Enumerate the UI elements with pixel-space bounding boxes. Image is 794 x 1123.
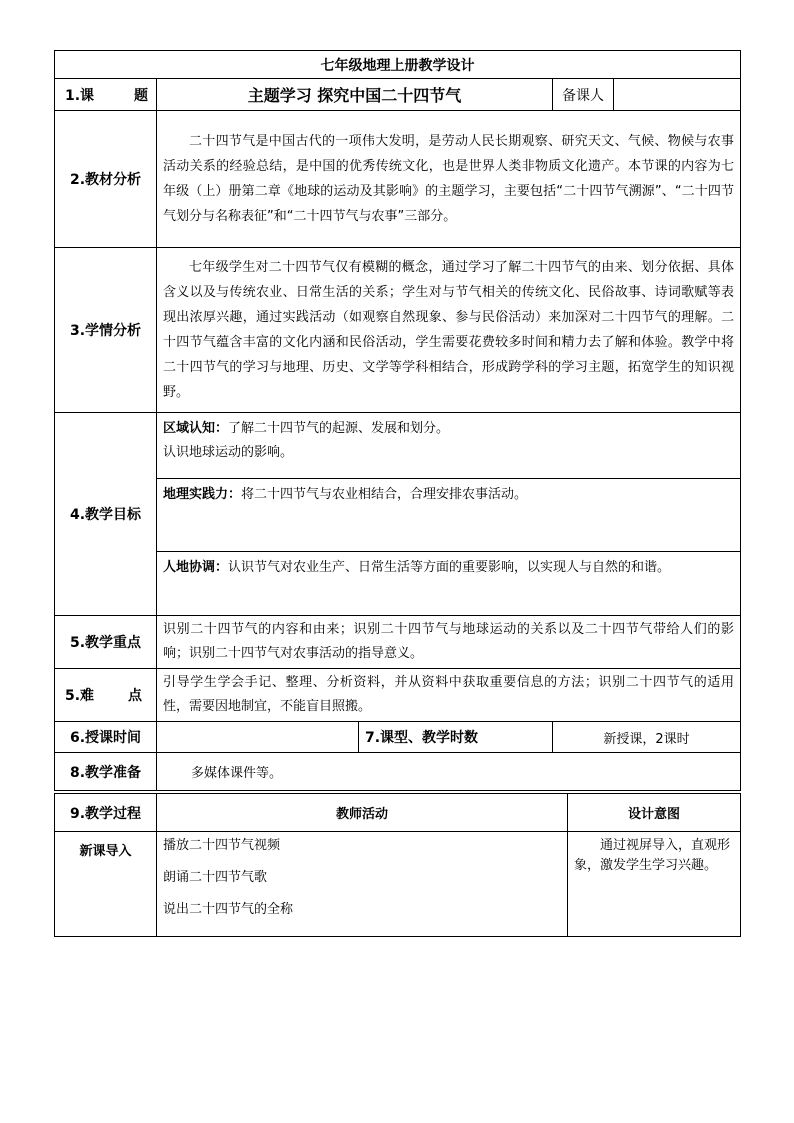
goal-regional-title: 区域认知： (163, 421, 229, 436)
activity-item: 朗诵二十四节气歌 (163, 870, 268, 885)
student-analysis-label: 3.学情分析 (55, 248, 157, 413)
difficulty-label-a: 5.难 (65, 688, 95, 704)
lesson-type-value: 新授课，2课时 (553, 722, 741, 753)
difficulty-cell (157, 669, 741, 722)
design-intent-cell (568, 832, 741, 937)
goal-harmony-cell (157, 552, 741, 616)
topic-label (55, 79, 157, 111)
student-analysis-text: 七年级学生对二十四节气仅有模糊的概念，通过学习了解二十四节气的由来、划分依据、具体含义以及与传统农业、日常生活的关系；学生对与节气相关的传统文化、民俗故事、诗词歌赋等表现出浓厚兴趣，通过实践活动（如观察自然现象、参与民俗活动）来加深对二十四节气的理解。二十四节气蕴含丰富的文化内涵和民俗活动，学生需要花费较多时间和精力去了解和体验。教学中将二十四节气的学习与地理、历史、文学等学科相结合，形成跨学科的学习主题，拓宽学生的知识视野。 (163, 260, 734, 400)
lesson-time-label: 6.授课时间 (55, 722, 157, 753)
preparer-label: 备课人 (553, 79, 614, 111)
textbook-analysis-cell (157, 111, 741, 248)
difficulty-label (55, 669, 157, 722)
lesson-type-label: 7.课型、教学时数 (359, 722, 553, 753)
document-title: 七年级地理上册教学设计 (55, 51, 741, 79)
textbook-analysis-text: 二十四节气是中国古代的一项伟大发明，是劳动人民长期观察、研究天文、气候、物候与农事活动关系的经验总结，是中国的优秀传统文化，也是世界人类非物质文化遗产。本节课的内容为七年级（上）册第二章《地球的运动及其影响》的主题学习，主要包括“二十四节气溯源”、“二十四节气划分与名称表征”和“二十四节气与农事”三部分。 (163, 134, 734, 224)
teaching-goals-label: 4.教学目标 (55, 413, 157, 616)
difficulty-text: 引导学生学会手记、整理、分析资料，并从资料中获取重要信息的方法；识别二十四节气的适用性，需要因地制宜，不能盲目照搬。 (163, 675, 734, 714)
process-table (54, 793, 741, 937)
preparer-value[interactable] (614, 79, 741, 111)
preparation-label: 8.教学准备 (55, 753, 157, 791)
stage-label: 新课导入 (55, 832, 157, 937)
lesson-plan-sheet (54, 50, 740, 937)
lesson-plan-table (54, 50, 741, 791)
lesson-time-value[interactable] (157, 722, 359, 753)
lesson-topic: 主题学习 探究中国二十四节气 (157, 79, 553, 111)
goal-harmony-text: 认识节气对农业生产、日常生活等方面的重要影响，以实现人与自然的和谐。 (228, 560, 671, 575)
textbook-analysis-label: 2.教材分析 (55, 111, 157, 248)
goal-harmony-title: 人地协调： (163, 560, 229, 575)
design-intent-header: 设计意图 (568, 794, 741, 832)
goal-regional-cell (157, 413, 741, 479)
design-intent-text: 通过视屏导入，直观形象，激发学生学习兴趣。 (574, 838, 731, 873)
teacher-activity-header: 教师活动 (157, 794, 568, 832)
goal-practice-cell (157, 479, 741, 552)
teacher-activity-cell (157, 832, 568, 937)
activity-item: 播放二十四节气视频 (163, 838, 281, 853)
process-label: 9.教学过程 (55, 794, 157, 832)
goal-practice-title: 地理实践力： (163, 487, 242, 502)
key-points-cell (157, 616, 741, 669)
goal-practice-text: 将二十四节气与农业相结合，合理安排农事活动。 (241, 487, 528, 502)
key-points-text: 识别二十四节气的内容和由来；识别二十四节气与地球运动的关系以及二十四节气带给人们的影响；识别二十四节气对农事活动的指导意义。 (163, 622, 734, 661)
topic-label-a: 1.课 (65, 87, 95, 104)
activity-item: 说出二十四节气的全称 (163, 902, 294, 917)
preparation-text: 多媒体课件等。 (157, 753, 741, 791)
topic-label-b: 题 (134, 87, 148, 104)
key-points-label: 5.教学重点 (55, 616, 157, 669)
goal-regional-text2: 认识地球运动的影响。 (163, 445, 294, 460)
student-analysis-cell (157, 248, 741, 413)
goal-regional-text: 了解二十四节气的起源、发展和划分。 (228, 421, 450, 436)
difficulty-label-b: 点 (128, 688, 142, 704)
